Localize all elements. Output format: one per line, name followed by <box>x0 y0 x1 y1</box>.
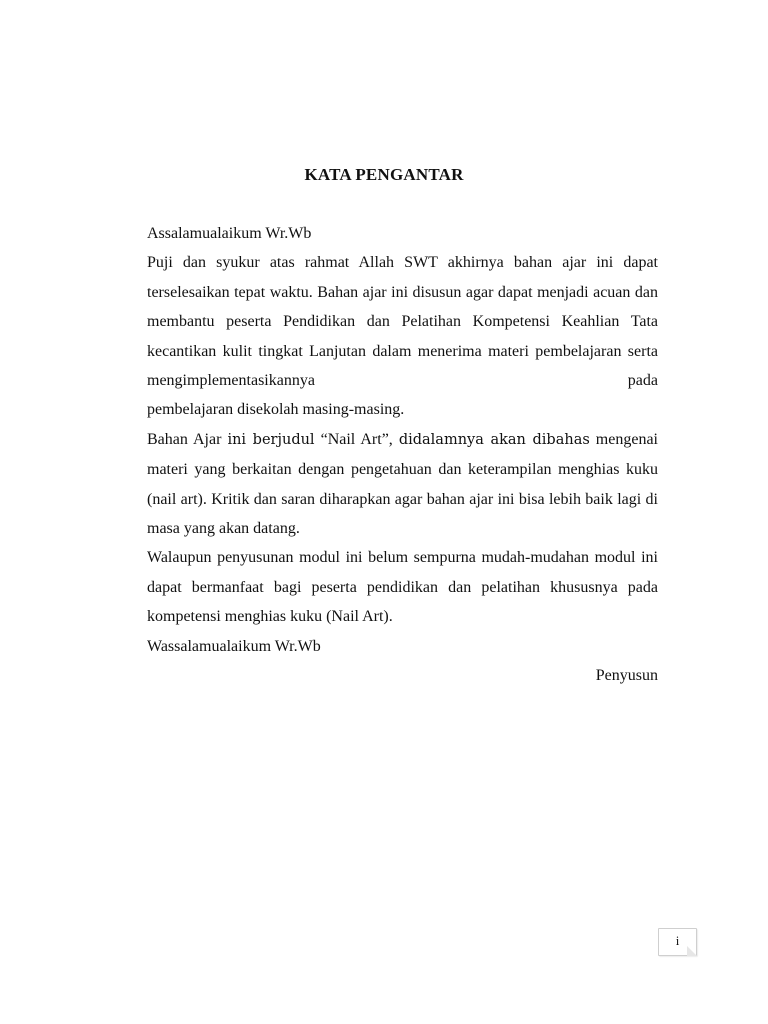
page-curl-icon <box>687 946 697 956</box>
signature: Penyusun <box>595 667 658 685</box>
paragraph-3: Walaupun penyusunan modul ini belum sempurna mudah-mudahan modul ini dapat bermanfaat bagi peserta pendidikan dan pelatihan khususnya pada kompetensi menghias kuku (Nail Art). <box>147 549 658 626</box>
page-number: i <box>675 933 680 948</box>
closing: Wassalamualaikum Wr.Wb <box>147 637 321 655</box>
page-number-box <box>658 928 697 956</box>
greeting: Assalamualaikum Wr.Wb <box>147 225 312 242</box>
paragraph-1-last-line: pembelajaran disekolah masing-masing. <box>147 401 405 419</box>
paragraph-2 <box>147 425 658 544</box>
page-title: KATA PENGANTAR <box>304 165 464 184</box>
paragraph-2-text-4: didalamnya akan dibahas <box>398 431 590 448</box>
body-text <box>147 219 658 691</box>
paragraph-2-text-5: mengenai materi yang berkaitan dengan pengetahuan dan keterampilan menghias kuku (nail art). Kritik dan saran diharapkan agar bahan ajar ini bisa lebih baik lagi di masa yang akan datang. <box>147 430 659 538</box>
paragraph-2-text-3: “Nail Art”, <box>314 430 399 448</box>
paragraph-1: Puji dan syukur atas rahmat Allah SWT akhirnya bahan ajar ini dapat terselesaikan tepat waktu. Bahan ajar ini disusun agar dapat menjadi acuan dan membantu peserta Pendidikan dan Pelatihan Kompetensi Keahlian Tata kecantikan kulit tingkat Lanjutan dalam menerima materi pembelajaran serta mengimplementasikannya pada <box>147 254 658 390</box>
paragraph-2-text-2: ini berjudul <box>227 431 315 448</box>
paragraph-2-text-1: Bahan Ajar <box>147 430 228 448</box>
